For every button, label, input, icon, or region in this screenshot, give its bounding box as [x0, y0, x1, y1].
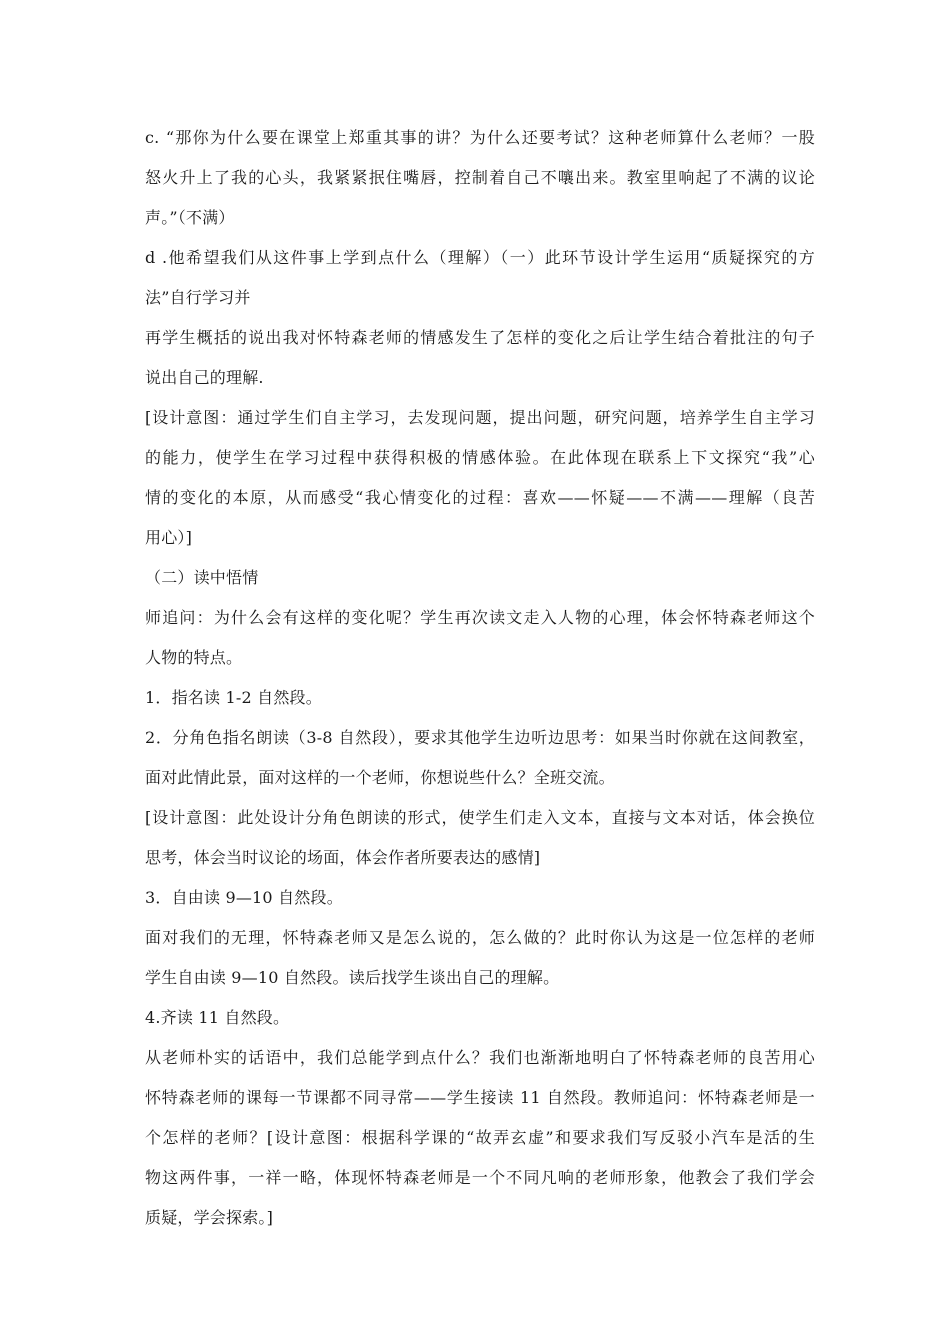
text-line: 情的变化的本原，从而感受“我心情变化的过程：喜欢——怀疑——不满——理解（良苦: [145, 488, 815, 507]
text-line: 3．自由读 9—10 自然段。: [145, 888, 343, 907]
text-line: 4.齐读 11 自然段。: [145, 1008, 290, 1027]
text-line: 再学生概括的说出我对怀特森老师的情感发生了怎样的变化之后让学生结合着批注的句子: [145, 328, 815, 347]
text-line: 2．分角色指名朗读（3-8 自然段），要求其他学生边听边思考：如果当时你就在这间教室，: [145, 728, 815, 747]
text-line: 说出自己的理解.: [145, 368, 264, 387]
text-line: [设计意图：通过学生们自主学习，去发现问题，提出问题，研究问题，培养学生自主学习: [145, 408, 815, 427]
text-line: 的能力，使学生在学习过程中获得积极的情感体验。在此体现在联系上下文探究“我”心: [145, 448, 815, 467]
text-line: [设计意图：此处设计分角色朗读的形式，使学生们走入文本，直接与文本对话，体会换位: [145, 808, 815, 827]
text-line: 个怎样的老师？[设计意图：根据科学课的“故弄玄虚”和要求我们写反驳小汽车是活的生: [145, 1128, 815, 1147]
text-line: 怒火升上了我的心头，我紧紧抿住嘴唇，控制着自己不嚷出来。教室里响起了不满的议论: [145, 168, 815, 187]
text-line: 人物的特点。: [145, 648, 243, 667]
text-line: 从老师朴实的话语中，我们总能学到点什么？我们也渐渐地明白了怀特森老师的良苦用心: [145, 1048, 815, 1067]
text-line: c. “那你为什么要在课堂上郑重其事的讲？为什么还要考试？这种老师算什么老师？一股: [145, 128, 815, 147]
text-line: 面对此情此景，面对这样的一个老师，你想说些什么？全班交流。: [145, 768, 615, 787]
text-line: 1．指名读 1-2 自然段。: [145, 688, 322, 707]
text-line: 面对我们的无理，怀特森老师又是怎么说的，怎么做的？此时你认为这是一位怎样的老师: [145, 928, 815, 947]
text-line: 声。”（不满）: [145, 208, 235, 227]
text-line: 师追问：为什么会有这样的变化呢？学生再次读文走入人物的心理，体会怀特森老师这个: [145, 608, 815, 627]
text-line: 思考，体会当时议论的场面，体会作者所要表达的感情]: [145, 848, 541, 867]
text-line: 法”自行学习并: [145, 288, 251, 307]
text-line: 怀特森老师的课每一节课都不同寻常——学生接读 11 自然段。教师追问：怀特森老师是一: [145, 1088, 815, 1107]
text-line: 学生自由读 9—10 自然段。读后找学生谈出自己的理解。: [145, 968, 560, 987]
text-line: d .他希望我们从这件事上学到点什么（理解）（一）此环节设计学生运用“质疑探究的方: [145, 248, 815, 267]
text-line: 物这两件事，一祥一略，体现怀特森老师是一个不同凡响的老师形象，他教会了我们学会: [145, 1168, 815, 1187]
text-line: 质疑，学会探索。]: [145, 1208, 274, 1227]
section-heading: （二）读中悟情: [145, 568, 259, 587]
text-line: 用心）]: [145, 528, 193, 547]
